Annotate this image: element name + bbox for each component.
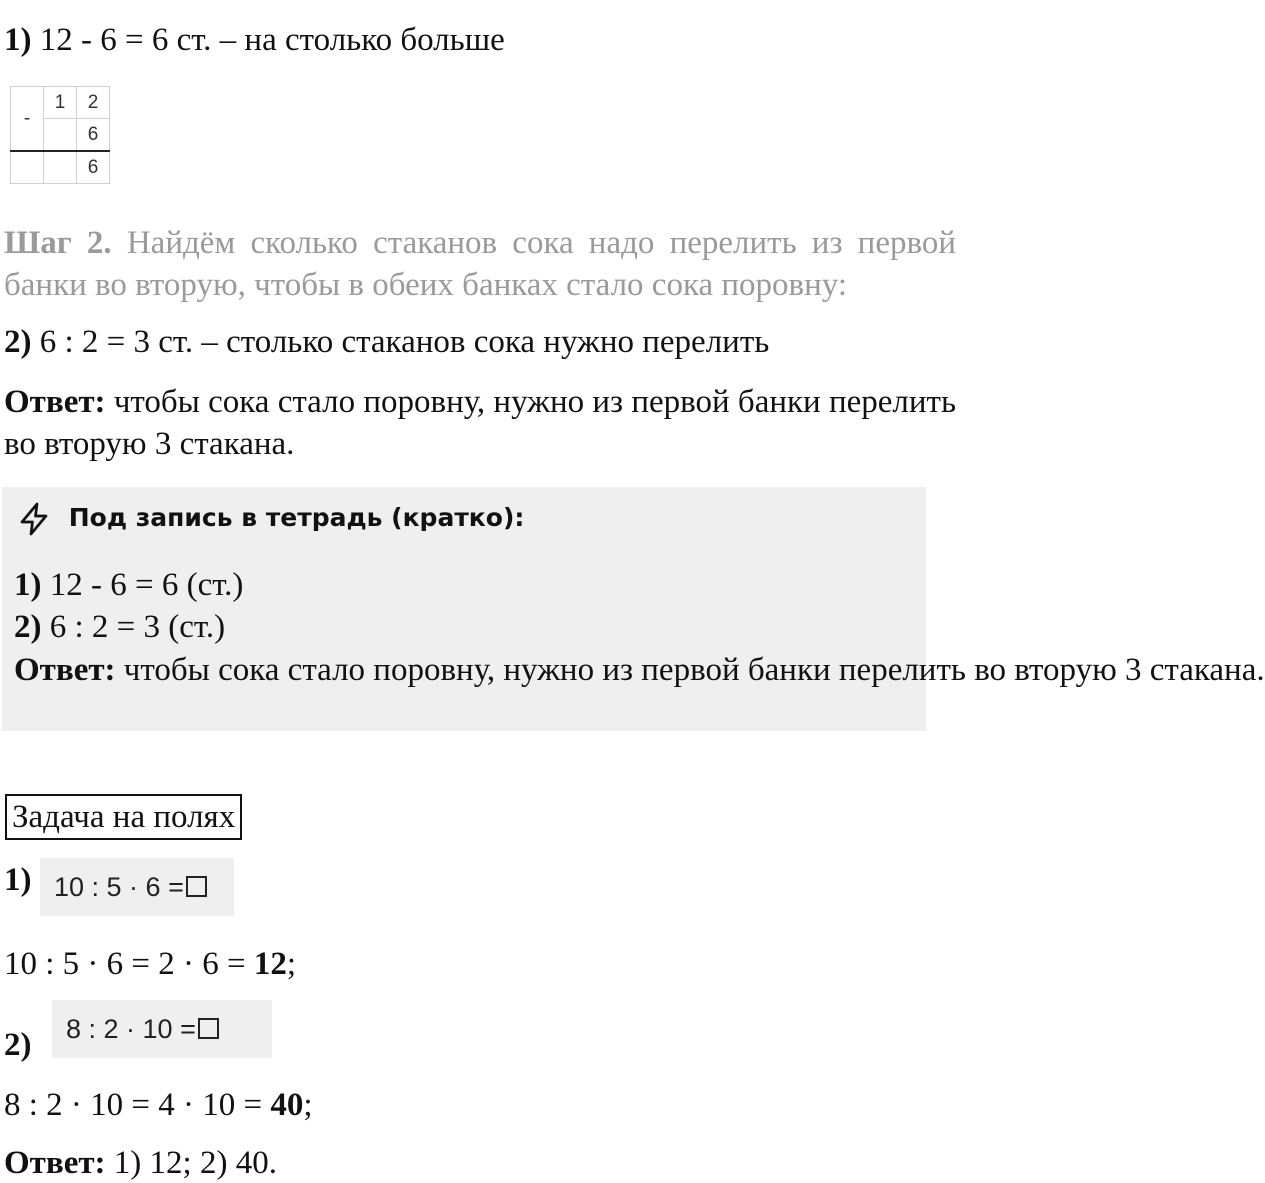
task2-end: ;: [303, 1087, 313, 1123]
task1-expression: 10 : 5 · 6 =: [54, 872, 184, 902]
step2-hint: [4, 222, 956, 306]
answer-text: чтобы сока стало поровну, нужно из первой банки перелить во вторую 3 стакана.: [4, 384, 956, 462]
notebook-line2-number: 2): [14, 609, 42, 645]
empty-box-icon: [198, 1018, 219, 1039]
step1-line: [4, 20, 505, 60]
task2-number: 2): [4, 1027, 32, 1063]
step1-number: 1): [4, 22, 32, 58]
calc-cell: 2: [77, 87, 110, 119]
notebook-answer: [14, 648, 1265, 692]
calc-cell: [11, 151, 44, 184]
notebook-line1-text: 12 - 6 = 6 (ст.): [49, 567, 244, 603]
task2-solution-line: [4, 1085, 313, 1125]
task1-number-line: [4, 860, 32, 900]
task1-result: 12: [253, 946, 287, 982]
task2-expression: 8 : 2 · 10 =: [66, 1014, 196, 1044]
answer-label: Ответ:: [4, 384, 106, 420]
task1-end: ;: [286, 946, 297, 982]
task2-number-line: [4, 1025, 32, 1065]
task1-solution: 10 : 5 · 6 = 2 · 6 =: [4, 946, 254, 982]
step1-text: 12 - 6 = 6 ст. – на столько больше: [39, 22, 505, 58]
task2-result: 40: [270, 1087, 304, 1123]
step2-hint-text: Найдём сколько стаканов сока надо перелить из первой банки во вторую, чтобы в обеих банках стало сока поровну:: [4, 225, 956, 303]
task1-solution-line: [4, 944, 296, 984]
calc-cell: 6: [77, 151, 110, 184]
calc-cell: [44, 151, 77, 184]
margin-task-title: Задача на полях: [5, 794, 242, 840]
answer-paragraph: [4, 381, 956, 465]
lightning-icon: [16, 503, 69, 532]
step2-label: Шаг 2.: [4, 225, 112, 261]
calc-cell: 6: [77, 119, 110, 152]
notebook-line-2: [14, 607, 914, 647]
step2-text: 6 : 2 = 3 ст. – столько стаканов сока нужно перелить: [39, 324, 770, 360]
task2-solution: 8 : 2 · 10 = 4 · 10 =: [4, 1087, 271, 1123]
step2-number: 2): [4, 324, 32, 360]
calc-cell: [44, 119, 77, 152]
notebook-title: Под запись в тетрадь (кратко):: [68, 503, 525, 532]
notebook-answer-label: Ответ:: [14, 652, 116, 688]
notebook-answer-text: чтобы сока стало поровну, нужно из первой банки перелить во вторую 3 стакана.: [123, 652, 1265, 688]
notebook-line2-text: 6 : 2 = 3 (ст.): [49, 609, 226, 645]
empty-box-icon: [186, 876, 207, 897]
minus-sign: -: [11, 87, 44, 152]
final-answer-label: Ответ:: [4, 1145, 106, 1181]
notebook-line-1: [14, 565, 914, 605]
step2-line: [4, 322, 769, 362]
notebook-header: [16, 501, 524, 537]
calc-cell: 1: [44, 87, 77, 119]
notebook-line1-number: 1): [14, 567, 42, 603]
task2-expression-image: [52, 1000, 272, 1058]
task1-expression-image: [40, 858, 234, 916]
column-subtraction: [10, 86, 110, 184]
task1-number: 1): [4, 862, 32, 898]
notebook-box: [2, 487, 1265, 731]
final-answer: [4, 1143, 277, 1183]
final-answer-text: 1) 12; 2) 40.: [113, 1145, 277, 1181]
